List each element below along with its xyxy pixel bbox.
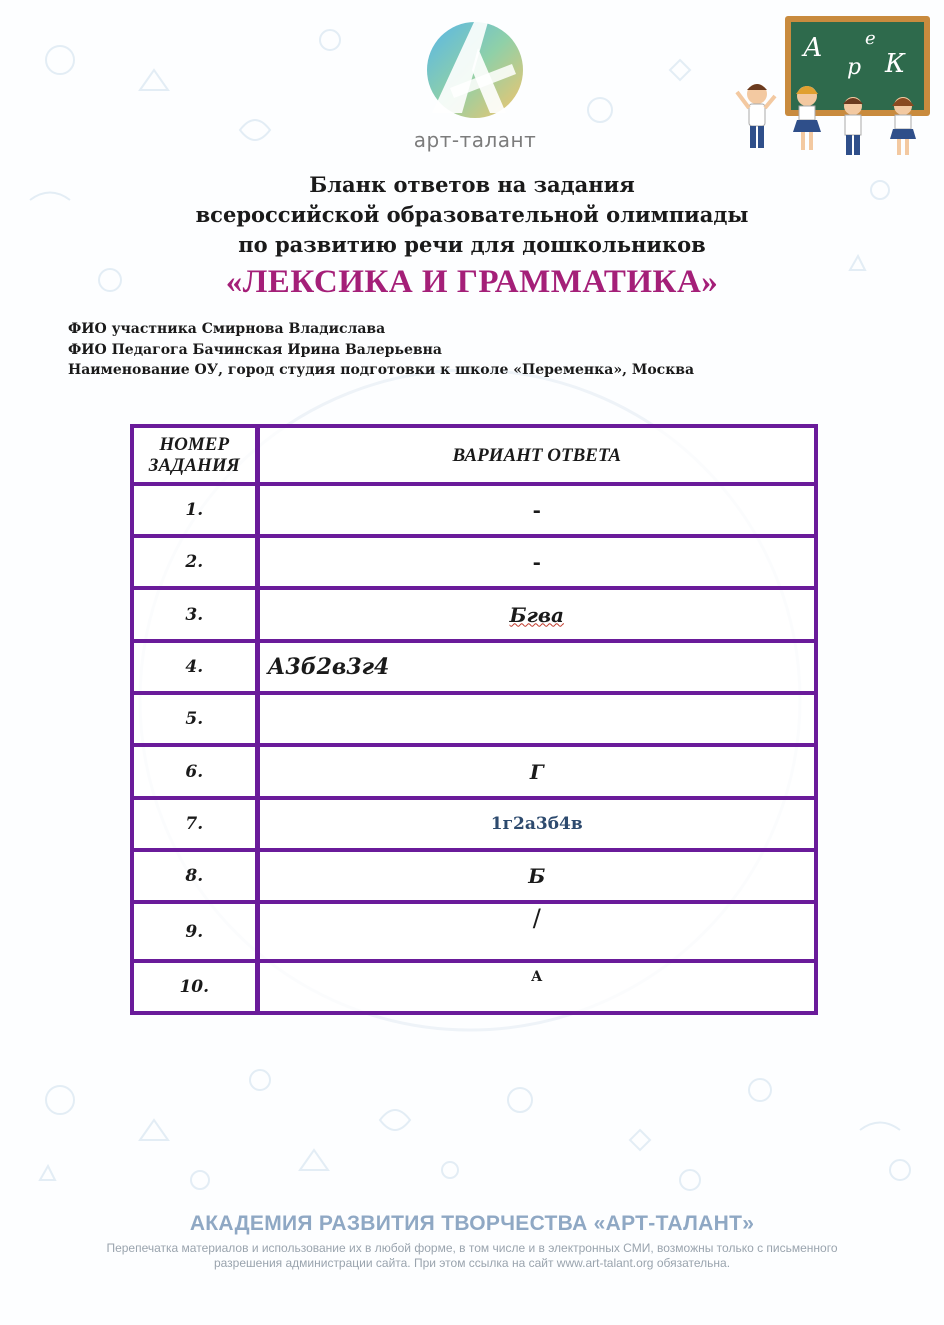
table-row — [132, 588, 816, 641]
chalkboard-children-illustration — [735, 14, 935, 159]
child-figure-1 — [737, 84, 775, 148]
title-line-3: по развитию речи для дошкольников — [238, 232, 706, 257]
board-letter-1: А — [803, 33, 823, 63]
table-row — [132, 484, 816, 536]
task-answer: / — [257, 902, 816, 961]
task-number: 9. — [132, 902, 257, 961]
task-answer: - — [257, 484, 816, 536]
header-task-number-line1: НОМЕР — [159, 434, 230, 455]
task-answer: Б — [257, 850, 816, 902]
table-header-row — [132, 426, 816, 484]
child-figure-2 — [793, 86, 821, 150]
table-row — [132, 745, 816, 798]
task-answer: А3б2в3г4 — [257, 641, 816, 693]
table-row — [132, 798, 816, 850]
board-letter-3: р — [847, 55, 862, 80]
task-answer-text: Бгва — [509, 602, 564, 627]
header-task-number — [132, 426, 257, 484]
task-number: 6. — [132, 745, 257, 798]
table-row — [132, 641, 816, 693]
task-answer — [257, 693, 816, 745]
child-figure-3 — [843, 97, 863, 155]
task-answer: 1г2а3б4в — [257, 798, 816, 850]
table-row — [132, 850, 816, 902]
task-answer: А — [257, 961, 816, 1013]
board-letter-4: К — [885, 49, 906, 79]
board-letter-2: е — [865, 28, 876, 49]
table-row — [132, 902, 816, 961]
participant-info — [68, 319, 694, 381]
participant-name: ФИО участника Смирнова Владислава — [68, 321, 386, 337]
title-line-2: всероссийской образовательной олимпиады — [195, 202, 749, 227]
teacher-name: ФИО Педагога Бачинская Ирина Валерьевна — [68, 341, 442, 358]
answers-table — [130, 424, 818, 1015]
task-number: 8. — [132, 850, 257, 902]
table-row — [132, 693, 816, 745]
document-title — [0, 170, 944, 303]
task-number: 3. — [132, 588, 257, 641]
table-row — [132, 961, 816, 1013]
task-number: 10. — [132, 961, 257, 1013]
table-row — [132, 536, 816, 588]
footer-copyright-notice: Перепечатка материалов и использование их в любой форме, в том числе и в электронных СМИ, возможны только с письменного разрешения администрации сайта. При этом ссылка на сайт www.art-talant.org обязательна. — [106, 1241, 838, 1270]
header-answer-variant: ВАРИАНТ ОТВЕТА — [257, 426, 816, 484]
task-answer — [257, 588, 816, 641]
task-number: 5. — [132, 693, 257, 745]
school-name: Наименование ОУ, город студия подготовки к школе «Переменка», Москва — [68, 362, 695, 378]
task-number: 1. — [132, 484, 257, 536]
header-task-number-line2: ЗАДАНИЯ — [148, 455, 240, 476]
task-number: 7. — [132, 798, 257, 850]
task-number: 2. — [132, 536, 257, 588]
footer-academy-name: АКАДЕМИЯ РАЗВИТИЯ ТВОРЧЕСТВА «АРТ-ТАЛАНТ» — [189, 1212, 755, 1235]
task-number: 4. — [132, 641, 257, 693]
olympiad-name: «ЛЕКСИКА И ГРАММАТИКА» — [225, 264, 719, 300]
task-answer: - — [257, 536, 816, 588]
title-line-1: Бланк ответов на задания — [309, 172, 635, 197]
logo-wordmark: арт-талант — [413, 128, 537, 152]
task-answer: Г — [257, 745, 816, 798]
child-figure-4 — [890, 97, 916, 155]
